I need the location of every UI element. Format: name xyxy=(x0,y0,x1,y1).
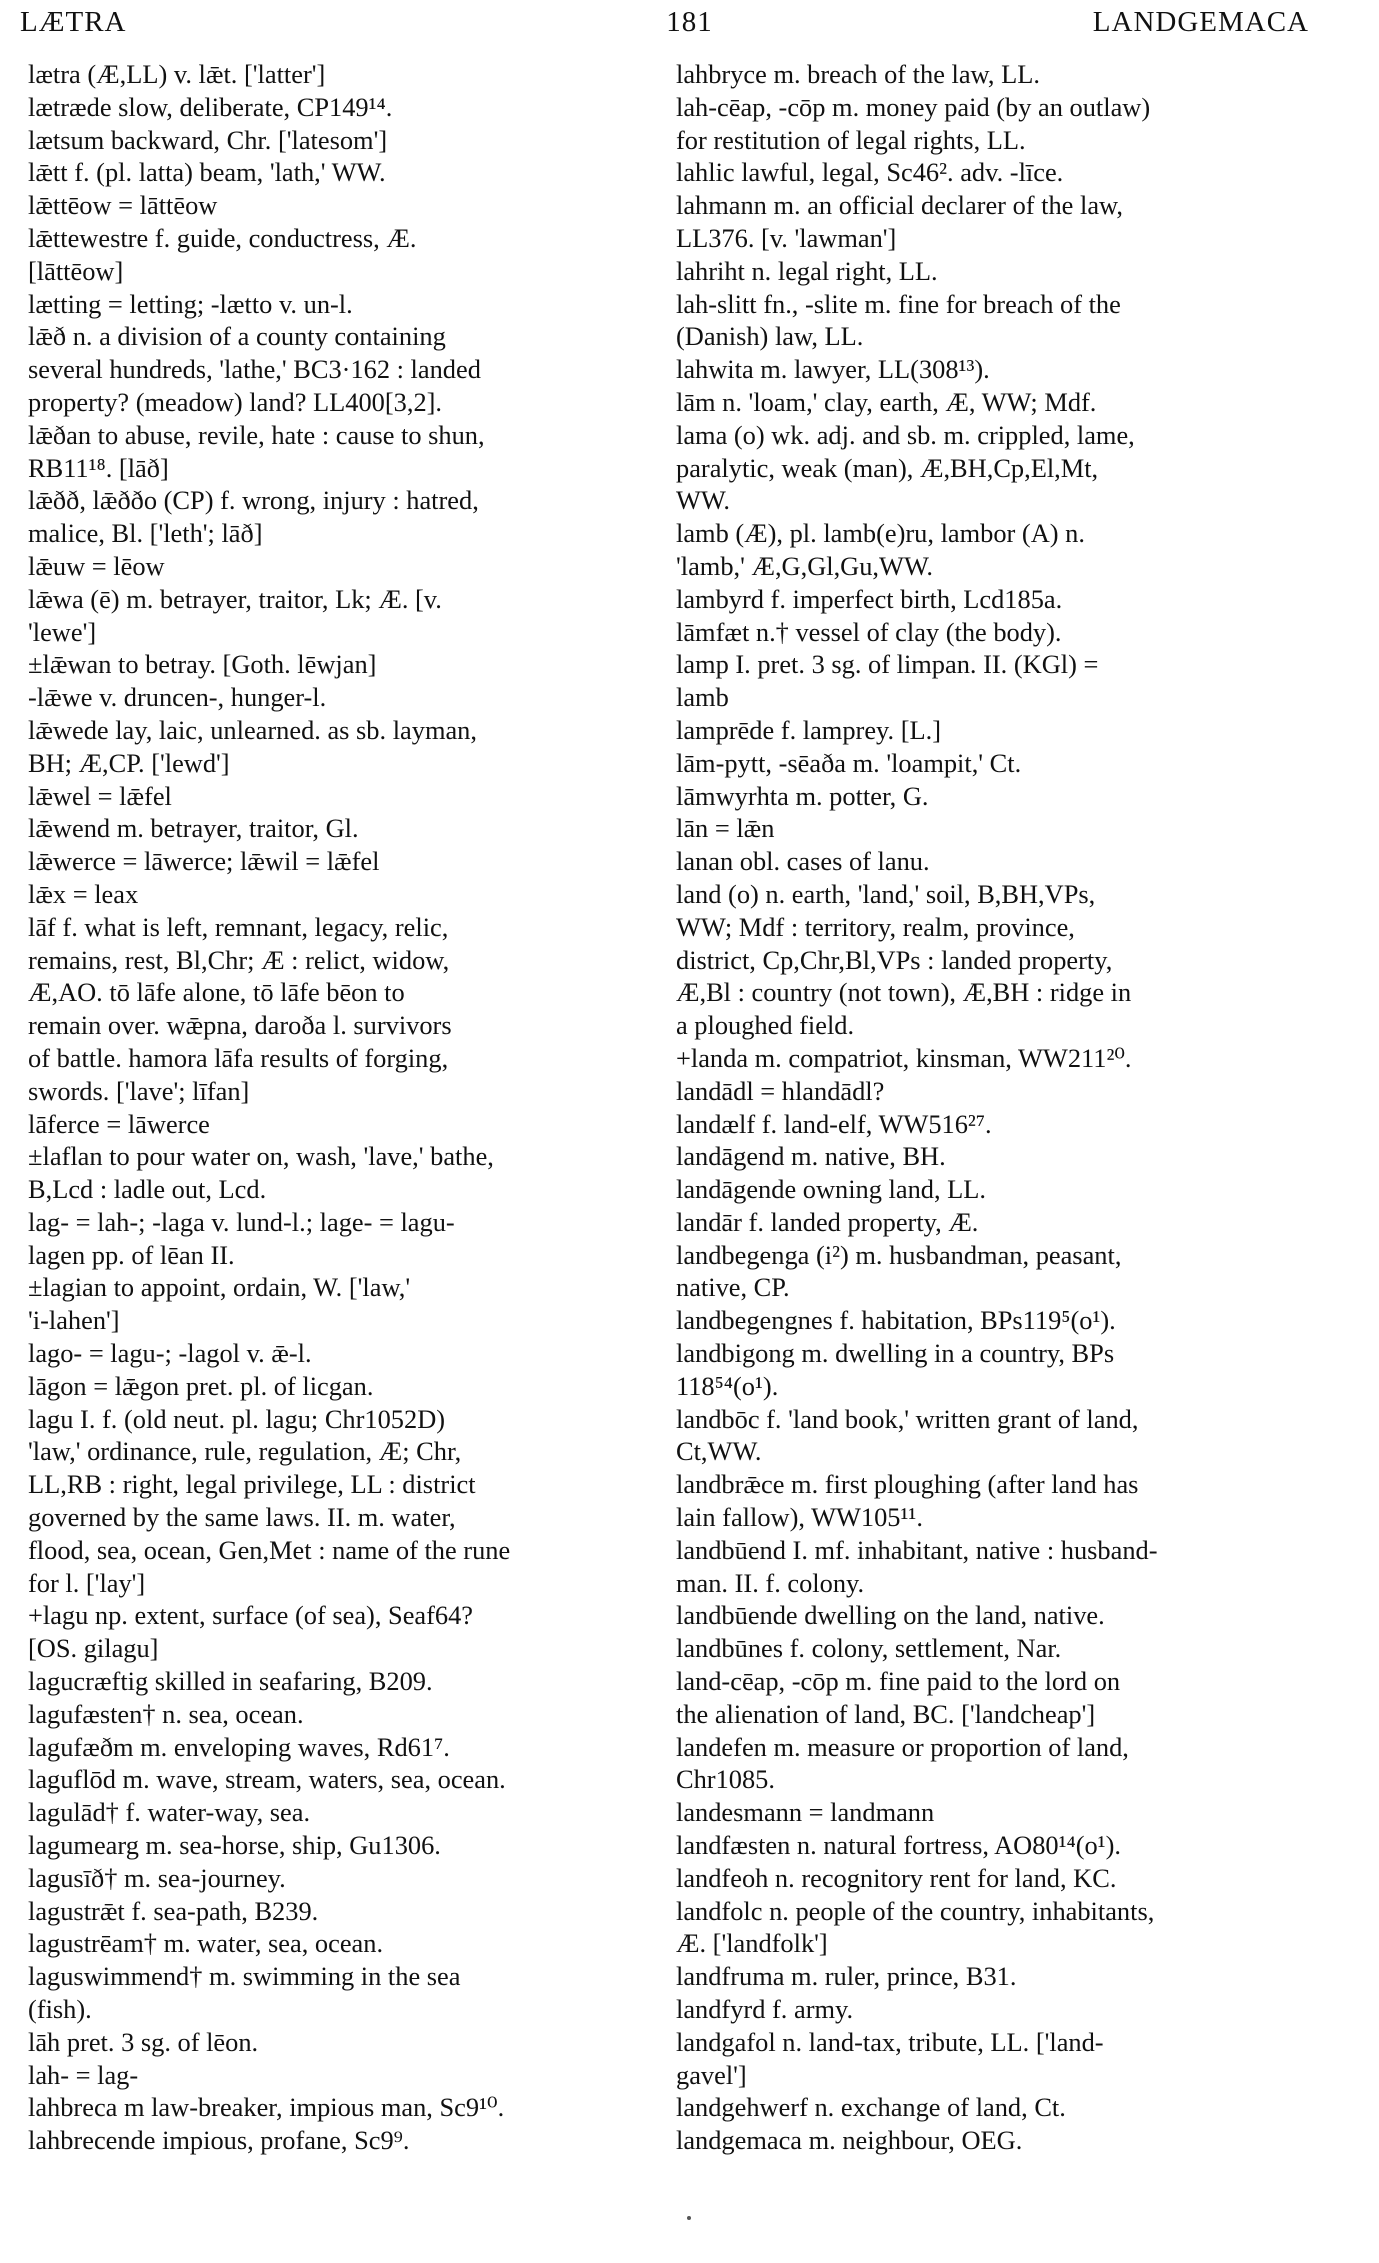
dictionary-line: native, CP. xyxy=(676,1272,790,1303)
dictionary-line: lagu I. f. (old neut. pl. lagu; Chr1052D) xyxy=(28,1403,446,1434)
dictionary-line: lamb (Æ), pl. lamb(e)ru, lambor (A) n. xyxy=(676,518,1085,549)
dictionary-line: ±lǣwan to betray. [Goth. lēwjan] xyxy=(28,649,377,680)
dictionary-line: (fish). xyxy=(28,1994,92,2025)
dictionary-line: lain fallow), WW105¹¹. xyxy=(676,1502,923,1533)
dictionary-line: lǣttēow = lāttēow xyxy=(28,190,218,221)
dictionary-line: land (o) n. earth, 'land,' soil, B,BH,VPs, xyxy=(676,878,1096,909)
dictionary-line: lætræde slow, deliberate, CP149¹⁴. xyxy=(28,91,393,122)
dictionary-line: gavel'] xyxy=(676,2059,747,2090)
dictionary-line: lanan obl. cases of lanu. xyxy=(676,846,930,877)
dictionary-line: landfæsten n. natural fortress, AO80¹⁴(o¹). xyxy=(676,1830,1121,1861)
dictionary-line: (Danish) law, LL. xyxy=(676,321,864,352)
dictionary-line: 'law,' ordinance, rule, regulation, Æ; Chr, xyxy=(28,1436,462,1467)
dictionary-line: lǣttewestre f. guide, conductress, Æ. xyxy=(28,222,417,253)
dictionary-line: B,Lcd : ladle out, Lcd. xyxy=(28,1174,267,1205)
dictionary-line: lagufæðm m. enveloping waves, Rd61⁷. xyxy=(28,1731,450,1762)
dictionary-line: paralytic, weak (man), Æ,BH,Cp,El,Mt, xyxy=(676,452,1099,483)
dictionary-line: lætra (Æ,LL) v. lǣt. ['latter'] xyxy=(28,59,326,89)
dictionary-line: lāmfæt n.† vessel of clay (the body). xyxy=(676,616,1062,647)
dictionary-line: lāmwyrhta m. potter, G. xyxy=(676,780,929,811)
dictionary-line: laguswimmend† m. swimming in the sea xyxy=(28,1961,461,1992)
dictionary-line: lām n. 'loam,' clay, earth, Æ, WW; Mdf. xyxy=(676,386,1097,417)
dictionary-line: lahbryce m. breach of the law, LL. xyxy=(676,59,1040,89)
dictionary-line: 118⁵⁴(o¹). xyxy=(676,1370,779,1401)
dictionary-line: the alienation of land, BC. ['landcheap'] xyxy=(676,1698,1096,1729)
dictionary-line: lǣx = leax xyxy=(28,878,139,909)
dictionary-line: landbūend I. mf. inhabitant, native : husband- xyxy=(676,1534,1158,1565)
dictionary-line: district, Cp,Chr,Bl,VPs : landed property, xyxy=(676,944,1113,975)
dictionary-line: landfyrd f. army. xyxy=(676,1994,854,2025)
dictionary-line: lætsum backward, Chr. ['latesom'] xyxy=(28,124,388,155)
dictionary-line: landgehwerf n. exchange of land, Ct. xyxy=(676,2092,1066,2123)
dictionary-line: lagustrǣt f. sea-path, B239. xyxy=(28,1895,319,1926)
dictionary-line: landefen m. measure or proportion of land, xyxy=(676,1731,1129,1762)
dictionary-line: landgemaca m. neighbour, OEG. xyxy=(676,2125,1023,2156)
dictionary-line: ±lagian to appoint, ordain, W. ['law,' xyxy=(28,1272,411,1303)
dictionary-line: RB11¹⁸. [lāð] xyxy=(28,452,169,483)
dictionary-line: lah- = lag- xyxy=(28,2059,139,2090)
dictionary-line: LL,RB : right, legal privilege, LL : district xyxy=(28,1469,476,1500)
dictionary-line: landbrǣce m. first ploughing (after land has xyxy=(676,1469,1139,1500)
dictionary-line: lahlic lawful, legal, Sc46². adv. -līce. xyxy=(676,157,1064,188)
dictionary-line: landbegenga (i²) m. husbandman, peasant, xyxy=(676,1239,1122,1270)
left-guide-word: LÆTRA xyxy=(20,6,127,38)
dictionary-line: lagumearg m. sea-horse, ship, Gu1306. xyxy=(28,1830,441,1861)
dictionary-line: lætting = letting; -lætto v. un-l. xyxy=(28,288,353,319)
dictionary-line: -lǣwe v. druncen-, hunger-l. xyxy=(28,682,327,713)
dictionary-line: lagusīð† m. sea-journey. xyxy=(28,1862,286,1893)
dictionary-line: 'lewe'] xyxy=(28,616,97,647)
dictionary-line: flood, sea, ocean, Gen,Met : name of the rune xyxy=(28,1534,511,1565)
dictionary-line: lah-cēap, -cōp m. money paid (by an outlaw) xyxy=(676,91,1151,122)
dictionary-line: lag- = lah-; -laga v. lund-l.; lage- = lagu- xyxy=(28,1206,455,1237)
dictionary-line: lagustrēam† m. water, sea, ocean. xyxy=(28,1928,384,1959)
dictionary-line: several hundreds, 'lathe,' BC3·162 : landed xyxy=(28,354,481,385)
dictionary-line: landesmann = landmann xyxy=(676,1797,935,1828)
dictionary-line: lǣtt f. (pl. latta) beam, 'lath,' WW. xyxy=(28,157,386,188)
dictionary-line: [lāttēow] xyxy=(28,255,124,286)
dictionary-line: WW. xyxy=(676,485,730,516)
dictionary-line: lǣwel = lǣfel xyxy=(28,780,172,811)
dictionary-line: man. II. f. colony. xyxy=(676,1567,865,1598)
dictionary-line: landbūende dwelling on the land, native. xyxy=(676,1600,1105,1631)
dictionary-line: lagucræftig skilled in seafaring, B209. xyxy=(28,1666,433,1697)
dictionary-line: landfruma m. ruler, prince, B31. xyxy=(676,1961,1017,1992)
dictionary-line: landār f. landed property, Æ. xyxy=(676,1206,979,1237)
dictionary-line: WW; Mdf : territory, realm, province, xyxy=(676,911,1075,942)
dictionary-line: lǣðan to abuse, revile, hate : cause to shun, xyxy=(28,419,485,450)
dictionary-line: governed by the same laws. II. m. water, xyxy=(28,1502,456,1533)
dictionary-line: remain over. wǣpna, daroða l. survivors xyxy=(28,1010,452,1041)
dictionary-line: BH; Æ,CP. ['lewd'] xyxy=(28,747,230,778)
dictionary-line: lahriht n. legal right, LL. xyxy=(676,255,938,286)
dictionary-line: lahbreca m law-breaker, impious man, Sc9¹⁰. xyxy=(28,2092,505,2123)
dictionary-line: landāgende owning land, LL. xyxy=(676,1174,986,1205)
dictionary-line: lama (o) wk. adj. and sb. m. crippled, lame, xyxy=(676,419,1135,450)
dictionary-line: landbūnes f. colony, settlement, Nar. xyxy=(676,1633,1062,1664)
dictionary-line: lǣuw = lēow xyxy=(28,550,165,581)
dictionary-line: lāferce = lāwerce xyxy=(28,1108,210,1139)
dictionary-line: lah-slitt fn., -slite m. fine for breach of the xyxy=(676,288,1121,319)
dictionary-line: lago- = lagu-; -lagol v. ǣ-l. xyxy=(28,1338,312,1369)
dictionary-line: [OS. gilagu] xyxy=(28,1633,159,1664)
dictionary-line: lǣwerce = lāwerce; lǣwil = lǣfel xyxy=(28,846,380,877)
dictionary-line: Æ,AO. tō lāfe alone, tō lāfe bēon to xyxy=(28,977,405,1008)
dictionary-line: landādl = hlandādl? xyxy=(676,1075,885,1106)
dictionary-line: lāgon = lǣgon pret. pl. of licgan. xyxy=(28,1370,374,1401)
dictionary-line: lǣwa (ē) m. betrayer, traitor, Lk; Æ. [v. xyxy=(28,583,442,614)
dictionary-line: lǣwend m. betrayer, traitor, Gl. xyxy=(28,813,359,844)
running-header xyxy=(0,6,1379,46)
dictionary-line: laguflōd m. wave, stream, waters, sea, ocean. xyxy=(28,1764,506,1795)
dictionary-line: remains, rest, Bl,Chr; Æ : relict, widow, xyxy=(28,944,450,975)
right-column xyxy=(676,58,1324,2157)
dictionary-line: +landa m. compatriot, kinsman, WW211²⁰. xyxy=(676,1042,1132,1073)
dictionary-line: land-cēap, -cōp m. fine paid to the lord on xyxy=(676,1666,1121,1697)
speck xyxy=(687,2216,691,2220)
dictionary-line: lagulād† f. water-way, sea. xyxy=(28,1797,311,1828)
dictionary-line: lǣwede lay, laic, unlearned. as sb. layman, xyxy=(28,714,477,745)
dictionary-line: ±laflan to pour water on, wash, 'lave,' bathe, xyxy=(28,1141,494,1172)
dictionary-line: landbegengnes f. habitation, BPs119⁵(o¹). xyxy=(676,1305,1116,1336)
dictionary-line: lǣðð, lǣððo (CP) f. wrong, injury : hatred, xyxy=(28,485,479,516)
dictionary-line: landfeoh n. recognitory rent for land, KC. xyxy=(676,1862,1117,1893)
dictionary-line: landælf f. land-elf, WW516²⁷. xyxy=(676,1108,992,1139)
dictionary-line: lambyrd f. imperfect birth, Lcd185a. xyxy=(676,583,1063,614)
dictionary-line: lahmann m. an official declarer of the law, xyxy=(676,190,1123,221)
dictionary-line: landfolc n. people of the country, inhabitants, xyxy=(676,1895,1155,1926)
dictionary-line: lāf f. what is left, remnant, legacy, relic, xyxy=(28,911,449,942)
page-number: 181 xyxy=(666,6,713,38)
dictionary-line: landbigong m. dwelling in a country, BPs xyxy=(676,1338,1115,1369)
dictionary-line: for l. ['lay'] xyxy=(28,1567,146,1598)
dictionary-line: for restitution of legal rights, LL. xyxy=(676,124,1026,155)
dictionary-line: a ploughed field. xyxy=(676,1010,855,1041)
dictionary-line: lagufæsten† n. sea, ocean. xyxy=(28,1698,304,1729)
dictionary-line: of battle. hamora lāfa results of forging, xyxy=(28,1042,449,1073)
dictionary-line: malice, Bl. ['leth'; lāð] xyxy=(28,518,263,549)
dictionary-line: Chr1085. xyxy=(676,1764,775,1795)
dictionary-line: lām-pytt, -sēaða m. 'loampit,' Ct. xyxy=(676,747,1022,778)
dictionary-line: 'i-lahen'] xyxy=(28,1305,120,1336)
dictionary-line: Æ. ['landfolk'] xyxy=(676,1928,828,1959)
right-guide-word: LANDGEMACA xyxy=(1092,6,1309,38)
dictionary-line: 'lamb,' Æ,G,Gl,Gu,WW. xyxy=(676,550,934,581)
dictionary-line: landgafol n. land-tax, tribute, LL. ['land- xyxy=(676,2026,1104,2057)
dictionary-line: lamb xyxy=(676,682,729,713)
dictionary-line: property? (meadow) land? LL400[3,2]. xyxy=(28,386,443,417)
dictionary-line: lān = lǣn xyxy=(676,813,775,844)
dictionary-line: lamprēde f. lamprey. [L.] xyxy=(676,714,942,745)
dictionary-line: LL376. [v. 'lawman'] xyxy=(676,222,897,253)
dictionary-line: swords. ['lave'; līfan] xyxy=(28,1075,250,1106)
dictionary-line: +lagu np. extent, surface (of sea), Seaf64? xyxy=(28,1600,474,1631)
dictionary-line: lagen pp. of lēan II. xyxy=(28,1239,235,1270)
dictionary-line: landbōc f. 'land book,' written grant of land, xyxy=(676,1403,1139,1434)
dictionary-line: lahbrecende impious, profane, Sc9⁹. xyxy=(28,2125,410,2156)
dictionary-line: lamp I. pret. 3 sg. of limpan. II. (KGl) = xyxy=(676,649,1099,680)
left-column xyxy=(28,58,668,2157)
dictionary-line: lahwita m. lawyer, LL(308¹³). xyxy=(676,354,990,385)
dictionary-line: Ct,WW. xyxy=(676,1436,762,1467)
dictionary-line: lāh pret. 3 sg. of lēon. xyxy=(28,2026,259,2057)
dictionary-line: Æ,Bl : country (not town), Æ,BH : ridge in xyxy=(676,977,1132,1008)
dictionary-line: landāgend m. native, BH. xyxy=(676,1141,946,1172)
dictionary-line: lǣð n. a division of a county containing xyxy=(28,321,446,352)
